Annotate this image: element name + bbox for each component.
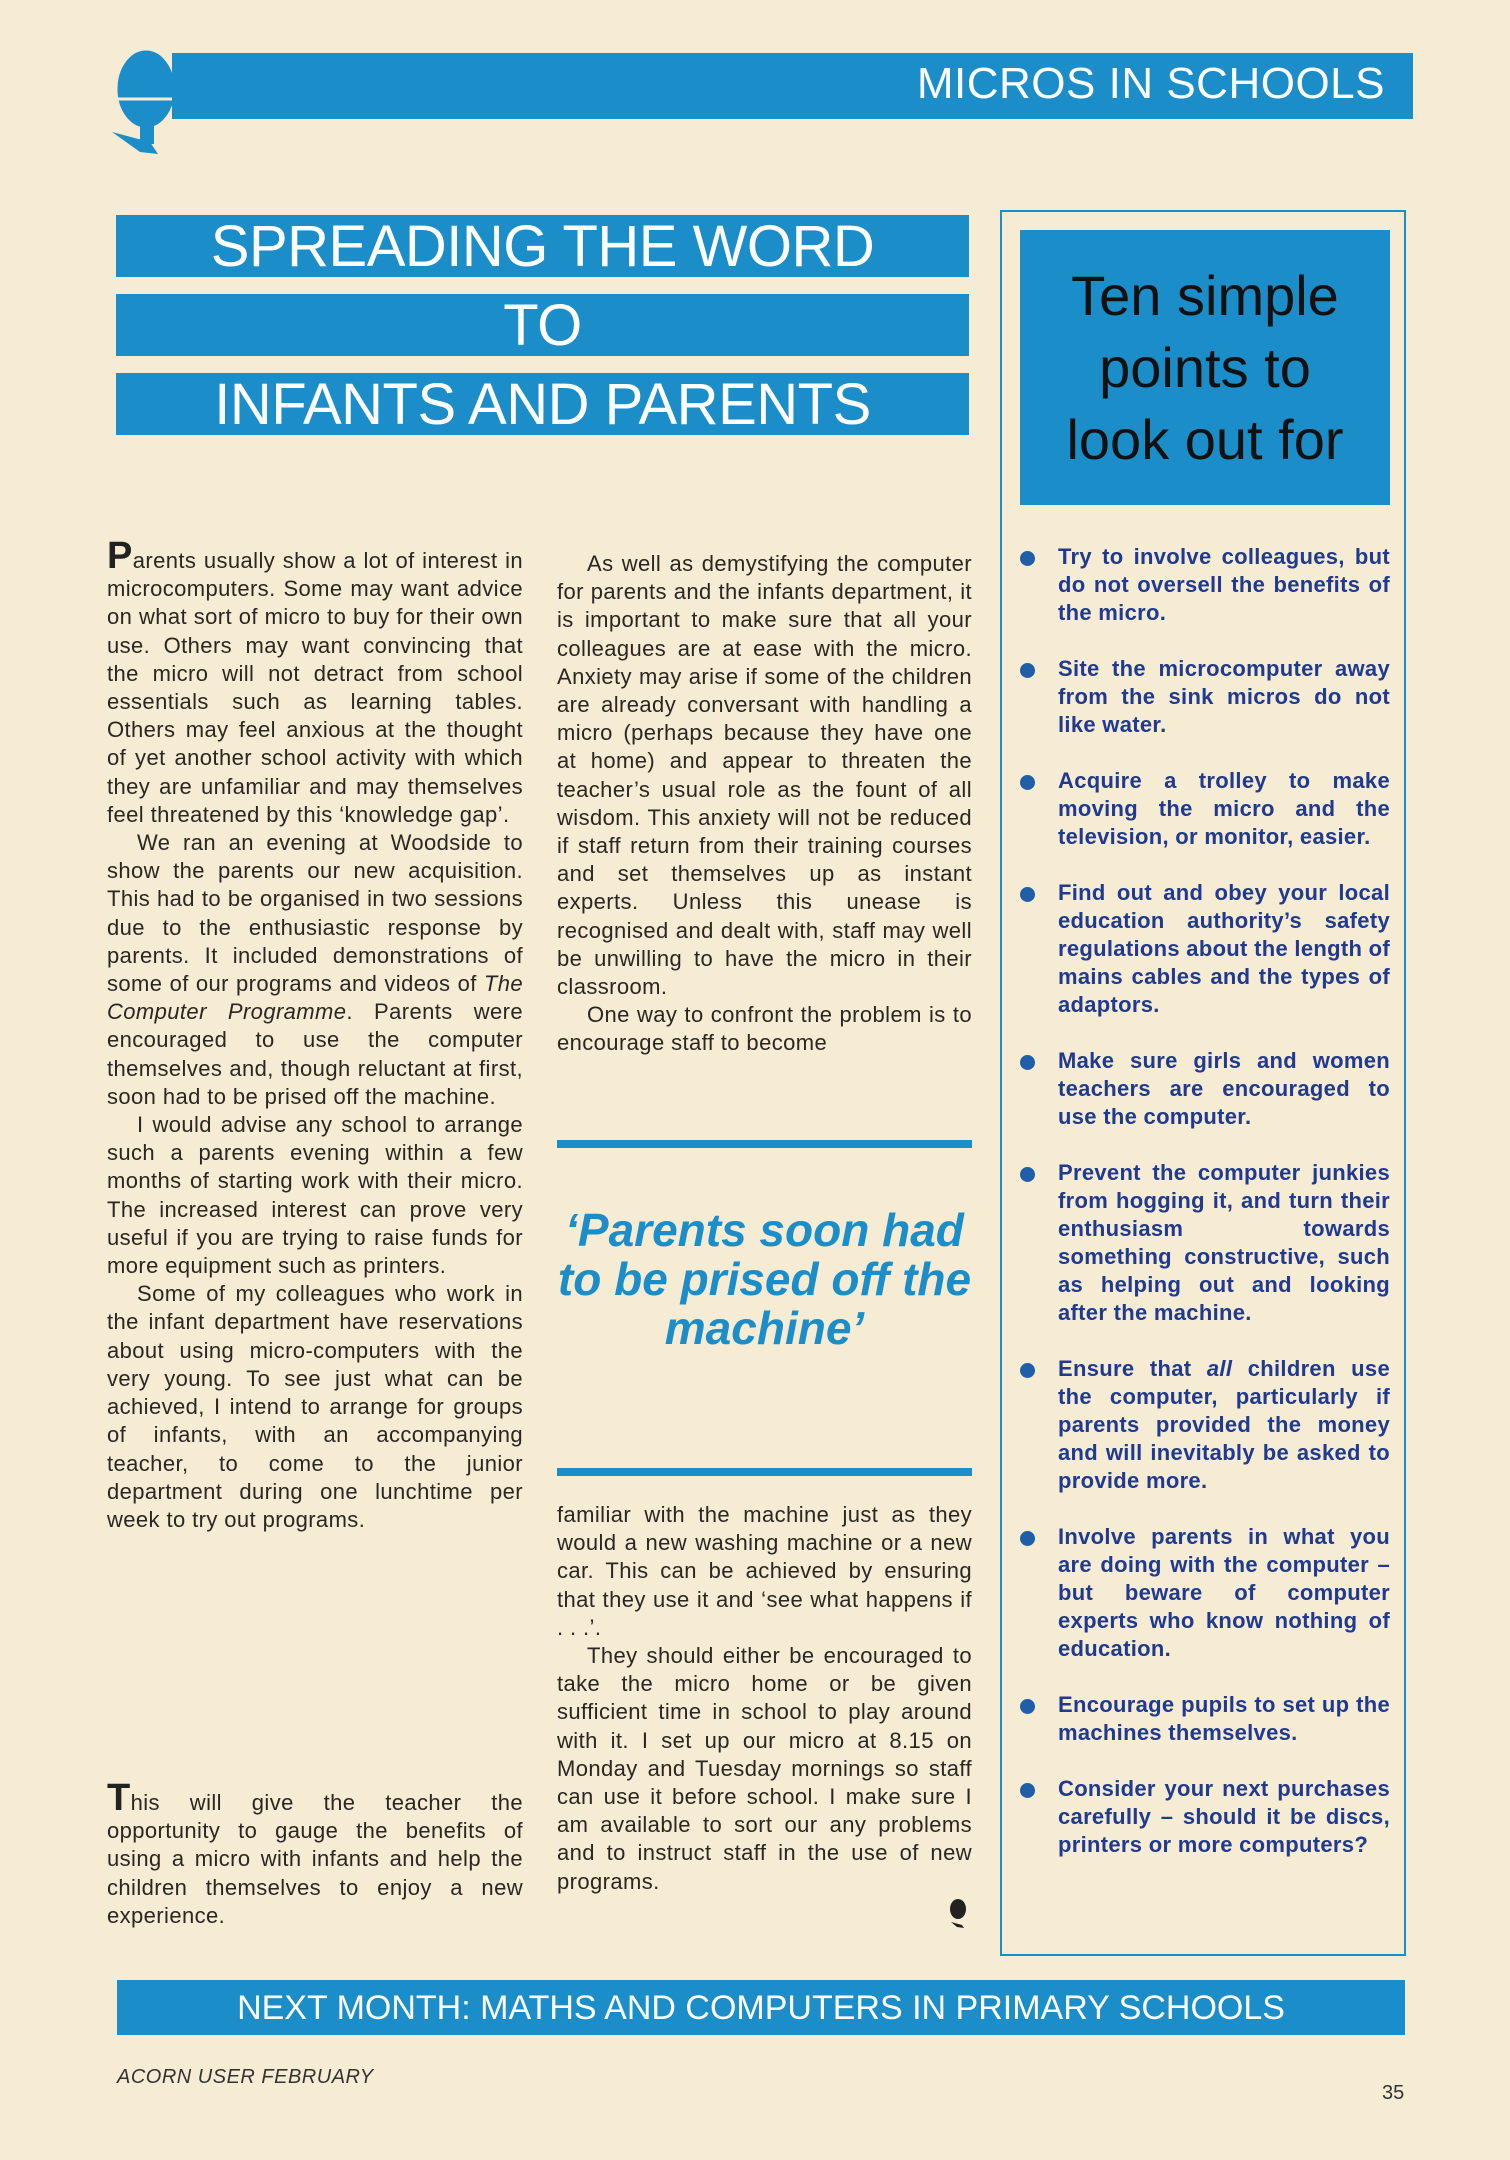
drop-cap: P (107, 535, 133, 577)
tip-item (1018, 767, 1390, 851)
next-month-banner: NEXT MONTH: MATHS AND COMPUTERS IN PRIMARY SCHOOLS (117, 1980, 1405, 2035)
bullet-icon (1020, 887, 1035, 902)
paragraph: familiar with the machine just as they would a new washing machine or a new car. This can be achieved by ensuring that they use it and ‘see what happens if . . .’. (557, 1502, 972, 1640)
paragraph: One way to confront the problem is to encourage staff to become (557, 1002, 972, 1056)
drop-cap: T (107, 1777, 131, 1819)
page-number: 35 (1382, 2082, 1405, 2104)
article-column-2-end (557, 1501, 972, 1896)
tip-text: Make sure girls and women teachers are encouraged to use the computer. (1058, 1048, 1390, 1129)
article-column-2 (557, 550, 972, 1058)
headline-line-2: TO (116, 294, 969, 356)
bullet-icon (1020, 1363, 1035, 1378)
paragraph (107, 535, 523, 829)
punctuation: . (346, 999, 353, 1025)
paragraph-text: Parents were encouraged to use the computer themselves and, though reluctant at first, soon had to be prised off the machine. (107, 999, 524, 1109)
tip-item (1018, 1355, 1390, 1495)
sidebar-title (1020, 230, 1390, 505)
paragraph (107, 1777, 523, 1930)
article-column-1 (107, 535, 524, 1534)
bullet-icon (1020, 1783, 1035, 1798)
bullet-icon (1020, 1699, 1035, 1714)
bullet-icon (1020, 663, 1035, 678)
bullet-icon (1020, 1531, 1035, 1546)
headline-line-3: INFANTS AND PARENTS (116, 373, 969, 435)
sidebar-title-line: look out for (1066, 407, 1344, 471)
publication-name: ACORN USER FEBRUARY (117, 2066, 374, 2088)
tip-text: Find out and obey your local education authority’s safety regulations about the length of mains cables and the types of adaptors. (1058, 880, 1390, 1017)
paragraph: I would advise any school to arrange such a parents evening within a few months of starting work with their micro. The increased interest can prove very useful if you are trying to raise funds for more equipment such as printers. (107, 1112, 523, 1279)
tip-item (1018, 1691, 1390, 1747)
pull-quote: ‘Parents soon had to be prised off the machine’ (557, 1204, 972, 1354)
bullet-icon (1020, 1055, 1035, 1070)
tip-text: Involve parents in what you are doing with the computer – but beware of computer experts who know nothing of education. (1058, 1524, 1390, 1661)
tip-text: Site the microcomputer away from the sink micros do not like water. (1058, 656, 1390, 737)
quote-rule-top (557, 1140, 972, 1148)
tip-text: children use the computer, particularly if parents provided the money and will inevitably be asked to provide more. (1058, 1356, 1390, 1493)
tip-text: Encourage pupils to set up the machines themselves. (1058, 1692, 1390, 1745)
paragraph (107, 829, 523, 1111)
paragraph-text: his will give the teacher the opportunity to gauge the benefits of using a micro with infants and help the children themselves to enjoy a new experience. (107, 1790, 523, 1928)
tip-text: Ensure that (1058, 1356, 1207, 1381)
tip-text: Prevent the computer junkies from hogging it, and turn their enthusiasm towards something constructive, such as helping out and looking after the machine. (1058, 1160, 1390, 1325)
section-title: MICROS IN SCHOOLS (916, 59, 1385, 108)
tip-text: Try to involve colleagues, but do not oversell the benefits of the micro. (1058, 544, 1390, 625)
sidebar-title-line: Ten simple (1071, 263, 1339, 327)
paragraph: They should either be encouraged to take the micro home or be given sufficient time in school to play around with it. I set up our micro at 8.15 on Monday and Tuesday mornings so staff can use it before school. I make sure I am available to sort our any problems and to instruct staff in the use of new programs. (557, 1643, 972, 1894)
quote-rule-bottom (557, 1468, 972, 1476)
tip-item (1018, 1775, 1390, 1859)
tip-item (1018, 1523, 1390, 1663)
tip-text: Acquire a trolley to make moving the micro and the television, or monitor, easier. (1058, 768, 1390, 849)
paragraph: Some of my colleagues who work in the infant department have reservations about using micro-computers with the very young. To see just what can be achieved, I intend to arrange for groups of infants, with an accompanying teacher, to come to the junior department during one lunchtime per week to try out programs. (107, 1281, 523, 1532)
paragraph-text: We ran an evening at Woodside to show the parents our new acquisition. This had to be organised in two sessions due to the enthusiastic response by parents. It included demonstrations of some of our programs and videos of (107, 830, 523, 997)
bullet-icon (1020, 1167, 1035, 1182)
tip-item (1018, 1047, 1390, 1131)
tip-emphasis: all (1206, 1356, 1233, 1381)
tip-item (1018, 543, 1390, 627)
end-of-article-icon (948, 1898, 968, 1928)
tips-list (1018, 543, 1390, 1887)
bullet-icon (1020, 551, 1035, 566)
programme-title: The Computer Programme (107, 971, 523, 1025)
bullet-icon (1020, 775, 1035, 790)
section-banner (172, 53, 1413, 119)
tip-text: Consider your next purchases carefully – should it be discs, printers or more computers? (1058, 1776, 1390, 1857)
tip-item (1018, 655, 1390, 739)
paragraph-text: arents usually show a lot of interest in microcomputers. Some may want advice on what sort of micro to buy for their own use. Others may want convincing that the micro will not detract from school essentials such as learning tables. Others may feel anxious at the thought of yet another school activity with which they are unfamiliar and may themselves feel threatened by this ‘knowledge gap’. (107, 548, 523, 827)
sidebar-title-line: points to (1099, 335, 1311, 399)
tip-item (1018, 1159, 1390, 1327)
tip-item (1018, 879, 1390, 1019)
paragraph: As well as demystifying the computer for parents and the infants department, it is important to make sure that all your colleagues are at ease with the micro. Anxiety may arise if some of the children are already conversant with handling a micro (perhaps because they have one at home) and appear to threaten the teacher’s usual role as the fount of all wisdom. This anxiety will not be reduced if staff return from their training courses and set themselves up as instant experts. Unless this unease is recognised and dealt with, staff may well be unwilling to have the micro in their classroom. (557, 551, 972, 1000)
article-column-1-end (107, 1777, 523, 1930)
headline-line-1: SPREADING THE WORD (116, 215, 969, 277)
